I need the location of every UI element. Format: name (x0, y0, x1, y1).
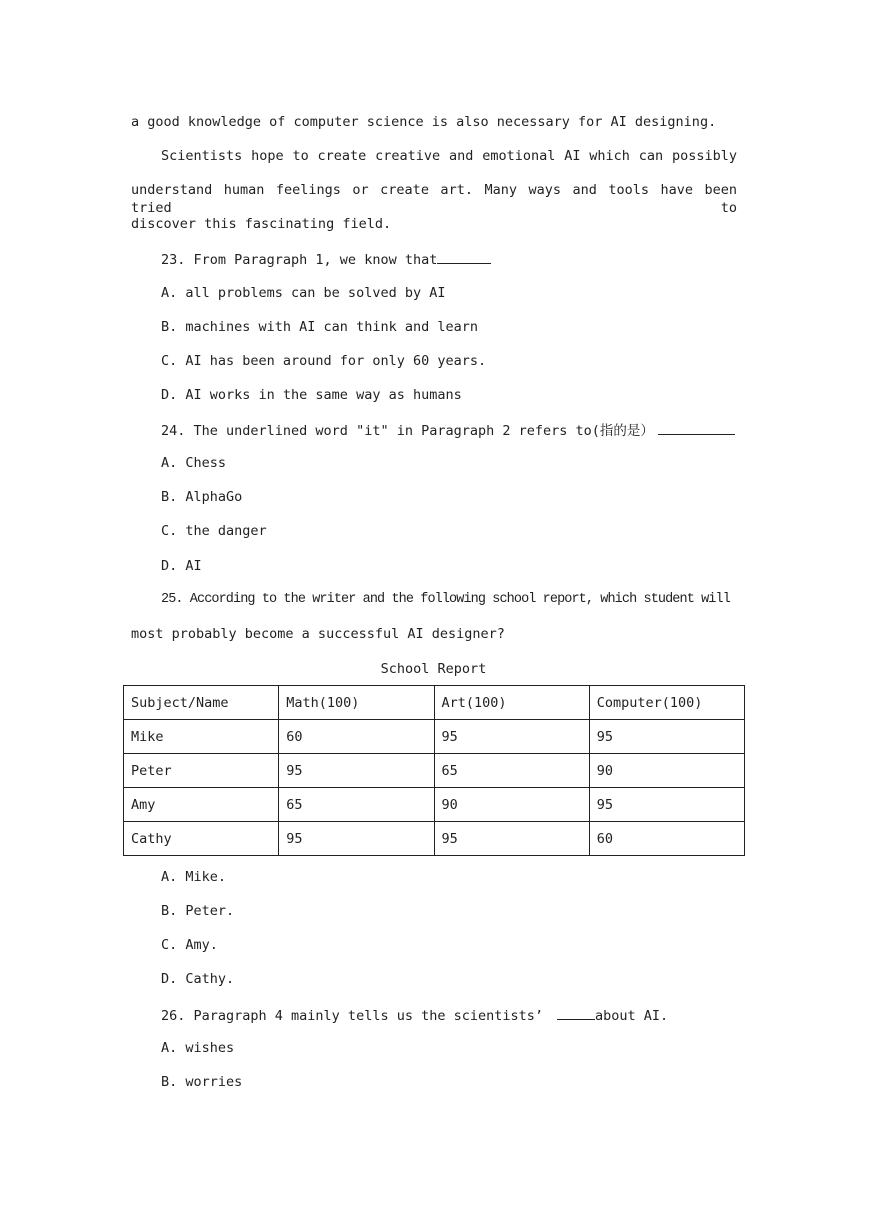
table-cell: Cathy (124, 822, 279, 856)
header-cell: Math(100) (279, 686, 434, 720)
option-d: D. Cathy. (161, 971, 235, 987)
table-row (124, 788, 745, 822)
header-cell: Art(100) (434, 686, 589, 720)
table-row (124, 822, 745, 856)
question-stem-end: about AI. (595, 1008, 669, 1024)
table-cell: Mike (124, 720, 279, 754)
option-b: B. machines with AI can think and learn (161, 319, 478, 335)
table-cell: 95 (279, 754, 434, 788)
option-a: A. Mike. (161, 869, 227, 885)
option-c: C. AI has been around for only 60 years. (161, 353, 487, 369)
header-cell: Computer(100) (589, 686, 744, 720)
table-cell: 60 (279, 720, 434, 754)
question-stem: 23. From Paragraph 1, we know that (161, 252, 438, 268)
option-d: D. AI (161, 558, 202, 574)
school-report-table (123, 685, 745, 856)
table-cell: 95 (279, 822, 434, 856)
table-row (124, 720, 745, 754)
option-b: B. AlphaGo (161, 489, 243, 505)
table-cell: 95 (434, 822, 589, 856)
question-25: 25. According to the writer and the following school report, which student will (161, 592, 730, 607)
question-stem: 26. Paragraph 4 mainly tells us the scientists’ (161, 1008, 544, 1024)
header-cell: Subject/Name (124, 686, 279, 720)
option-b: B. worries (161, 1074, 243, 1090)
table-cell: Peter (124, 754, 279, 788)
question-stem: 24. The underlined word "it" in Paragraph 2 refers to(指的是） (161, 423, 654, 439)
table-row (124, 754, 745, 788)
table-cell: Amy (124, 788, 279, 822)
table-header-row (124, 686, 745, 720)
paragraph-4-line: understand human feelings or create art. Many ways and tools have been tried to (131, 182, 737, 216)
option-b: B. Peter. (161, 903, 235, 919)
option-a: A. wishes (161, 1040, 235, 1056)
answer-blank (658, 420, 735, 435)
table-cell: 65 (434, 754, 589, 788)
table-cell: 95 (589, 720, 744, 754)
question-25-line-2: most probably become a successful AI designer? (131, 626, 505, 642)
option-d: D. AI works in the same way as humans (161, 387, 462, 403)
table-cell: 90 (434, 788, 589, 822)
table-cell: 65 (279, 788, 434, 822)
paragraph-4-line: Scientists hope to create creative and emotional AI which can possibly (161, 148, 737, 164)
table-caption: School Report (380, 661, 487, 677)
paragraph-4-line: discover this fascinating field. (131, 216, 392, 232)
table-cell: 95 (434, 720, 589, 754)
answer-blank (557, 1005, 595, 1020)
table-cell: 60 (589, 822, 744, 856)
question-26 (161, 1005, 668, 1025)
answer-blank (437, 249, 491, 264)
table-cell: 90 (589, 754, 744, 788)
option-a: A. all problems can be solved by AI (161, 285, 446, 301)
question-23 (161, 249, 491, 269)
table-cell: 95 (589, 788, 744, 822)
option-c: C. the danger (161, 523, 267, 539)
option-a: A. Chess (161, 455, 227, 471)
passage-line: a good knowledge of computer science is also necessary for AI designing. (131, 114, 717, 130)
question-24 (161, 420, 735, 440)
option-c: C. Amy. (161, 937, 218, 953)
